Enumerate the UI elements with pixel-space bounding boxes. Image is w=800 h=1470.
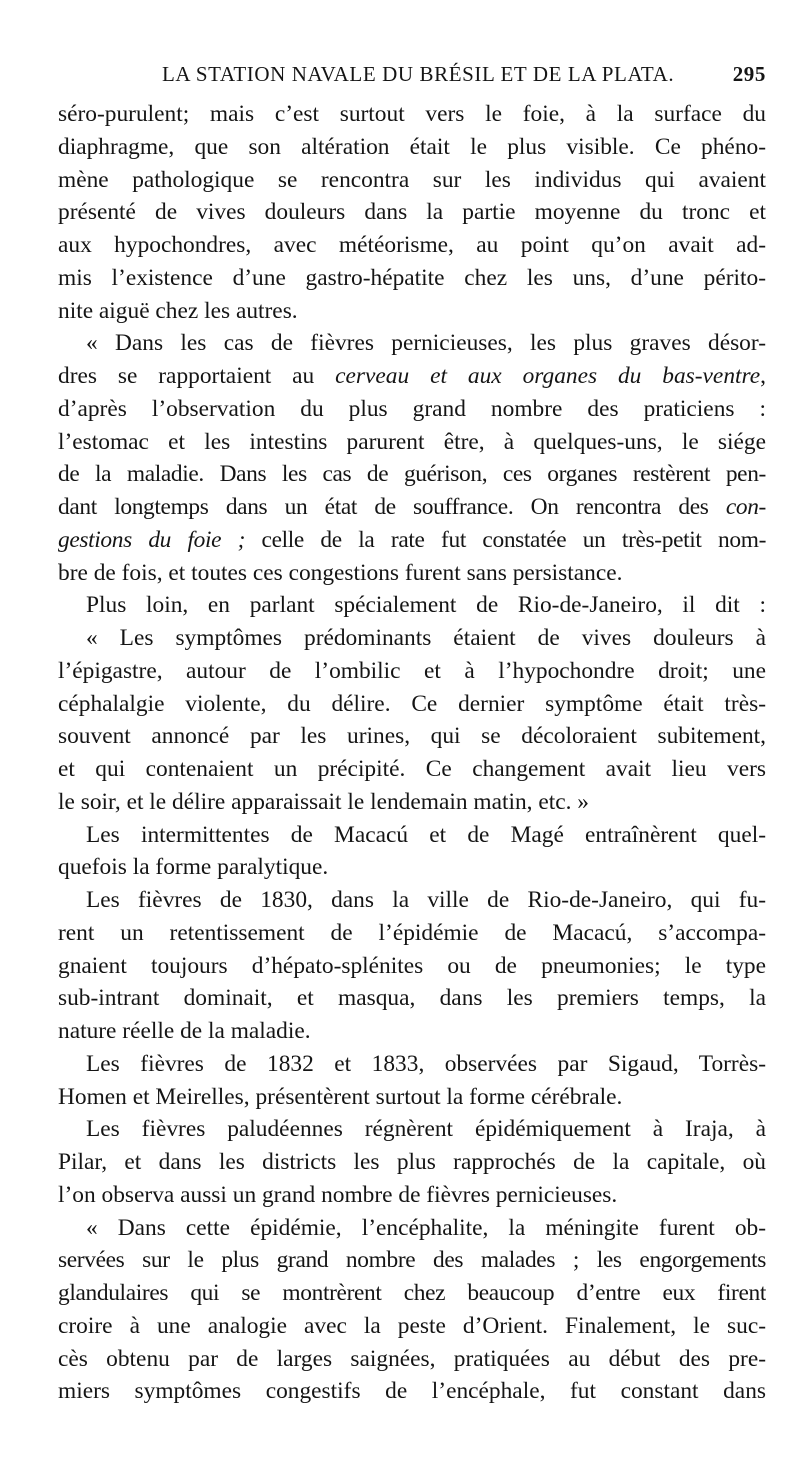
text-segment: Les intermittentes de Macacú et de Magé entraînèrent quel- — [86, 821, 766, 848]
text-line — [58, 1212, 766, 1245]
text-segment: présenté de vives douleurs dans la partie moyenne du tronc et — [58, 199, 766, 226]
text-segment: rent un retentissement de l’épidémie de Macacú, s’accompa- — [58, 919, 766, 946]
text-line — [58, 819, 766, 852]
text-segment: aux hypochondres, avec météorisme, au point qu’on avait ad- — [58, 232, 766, 258]
text-segment: glandulaires qui se montrèrent chez beaucoup d’entre eux firent — [58, 1280, 766, 1306]
text-segment: l’on observa aussi un grand nombre de fièvres pernicieuses. — [58, 1181, 618, 1208]
text-segment: de la maladie. Dans les cas de guérison, ces organes restèrent pen- — [58, 461, 766, 488]
text-line — [58, 1081, 766, 1114]
text-segment: d’après l’observation du plus grand nombre des praticiens : — [58, 395, 766, 422]
text-segment: quefois la forme paralytique. — [58, 854, 329, 881]
text-segment: dant longtemps dans un état de souffrance. On rencontra des — [58, 494, 726, 520]
text-line — [58, 917, 766, 950]
text-segment: Les fièvres de 1830, dans la ville de Rio-de-Janeiro, qui fu- — [86, 887, 766, 913]
running-header — [58, 58, 766, 98]
text-line — [58, 1179, 766, 1212]
text-line — [58, 1310, 766, 1343]
text-line — [58, 1277, 766, 1310]
text-segment: miers symptômes congestifs de l’encéphale, fut constant dans — [58, 1378, 766, 1405]
text-line — [58, 1113, 766, 1146]
text-line — [58, 1146, 766, 1179]
text-segment: croire à une analogie avec la peste d’Orient. Finalement, le suc- — [58, 1312, 766, 1339]
book-page — [58, 58, 766, 1408]
text-line — [58, 229, 766, 262]
italic-text: con- — [725, 494, 766, 520]
text-segment: gnaient toujours d’hépato-splénites ou de pneumonies; le type — [58, 952, 766, 979]
text-line — [58, 295, 766, 328]
text-line — [58, 688, 766, 721]
text-line — [58, 393, 766, 426]
text-line — [58, 753, 766, 786]
text-line — [58, 1015, 766, 1048]
text-line — [58, 360, 766, 393]
text-segment: cès obtenu par de larges saignées, pratiquées au début des pre- — [58, 1345, 766, 1372]
text-line — [58, 1244, 766, 1277]
text-segment: mène pathologique se rencontra sur les individus qui avaient — [58, 166, 766, 193]
text-segment: le soir, et le délire apparaissait le lendemain matin, etc. » — [58, 788, 589, 815]
text-segment: dres se rapportaient au — [58, 363, 336, 389]
text-segment: séro-purulent; mais c’est surtout vers le foie, à la surface du — [58, 101, 766, 127]
text-segment: servées sur le plus grand nombre des malades ; les engorgements — [58, 1247, 766, 1274]
text-line — [58, 851, 766, 884]
text-segment: Les fièvres paludéennes régnèrent épidémiquement à Iraja, à — [86, 1116, 766, 1143]
text-segment: celle de la rate fut constatée un très-petit nom- — [245, 526, 766, 553]
text-line — [58, 524, 766, 557]
page-number: 295 — [732, 62, 766, 86]
text-segment: et qui contenaient un précipité. Ce changement avait lieu vers — [58, 756, 766, 782]
italic-text: cerveau et aux organes du bas-ventre — [335, 363, 761, 389]
text-segment: Homen et Meirelles, présentèrent surtout la forme cérébrale. — [58, 1083, 623, 1110]
text-segment: Les fièvres de 1832 et 1833, observées par Sigaud, Torrès- — [86, 1050, 766, 1077]
text-line — [58, 1048, 766, 1081]
text-segment: « Dans cette épidémie, l’encéphalite, la méningite furent ob- — [86, 1214, 766, 1241]
text-segment: l’épigastre, autour de l’ombilic et à l’hypochondre droit; une — [58, 657, 766, 684]
text-line — [58, 884, 766, 917]
text-segment: sub-intrant dominait, et masqua, dans les premiers temps, la — [58, 985, 766, 1012]
text-line — [58, 950, 766, 983]
text-line — [58, 196, 766, 229]
text-segment: diaphragme, que son altération était le plus visible. Ce phéno- — [58, 133, 766, 160]
text-line — [58, 1375, 766, 1408]
text-line — [58, 458, 766, 491]
text-line — [58, 622, 766, 655]
text-segment: céphalalgie violente, du délire. Ce dernier symptôme était très- — [58, 690, 766, 717]
text-segment: « Les symptômes prédominants étaient de vives douleurs à — [86, 625, 766, 651]
text-segment: « Dans les cas de fièvres pernicieuses, les plus graves désor- — [86, 330, 766, 357]
body-text — [58, 98, 766, 1408]
text-line — [58, 98, 766, 131]
text-segment: mis l’existence d’une gastro-hépatite chez les uns, d’une périto- — [58, 264, 766, 291]
running-title: LA STATION NAVALE DU BRÉSIL ET DE LA PLATA. — [162, 62, 675, 86]
text-line — [58, 720, 766, 753]
text-line — [58, 131, 766, 164]
text-line — [58, 1343, 766, 1376]
text-line — [58, 491, 766, 524]
text-segment: nite aiguë chez les autres. — [58, 297, 298, 324]
text-segment: Plus loin, en parlant spécialement de Rio-de-Janeiro, il dit : — [86, 592, 766, 619]
text-line — [58, 786, 766, 819]
text-line — [58, 426, 766, 459]
text-segment: bre de fois, et toutes ces congestions furent sans persistance. — [58, 559, 623, 586]
text-line — [58, 164, 766, 197]
text-segment: Pilar, et dans les districts les plus rapprochés de la capitale, où — [58, 1149, 766, 1175]
text-segment: l’estomac et les intestins parurent être, à quelques-uns, le siége — [58, 428, 766, 455]
text-segment: , — [760, 363, 766, 389]
text-line — [58, 589, 766, 622]
text-line — [58, 655, 766, 688]
text-segment: nature réelle de la maladie. — [58, 1018, 311, 1044]
text-line — [58, 557, 766, 590]
text-line — [58, 982, 766, 1015]
italic-text: gestions du foie ; — [58, 526, 246, 553]
text-segment: souvent annoncé par les urines, qui se décoloraient subitement, — [58, 723, 766, 750]
text-line — [58, 262, 766, 295]
text-line — [58, 327, 766, 360]
